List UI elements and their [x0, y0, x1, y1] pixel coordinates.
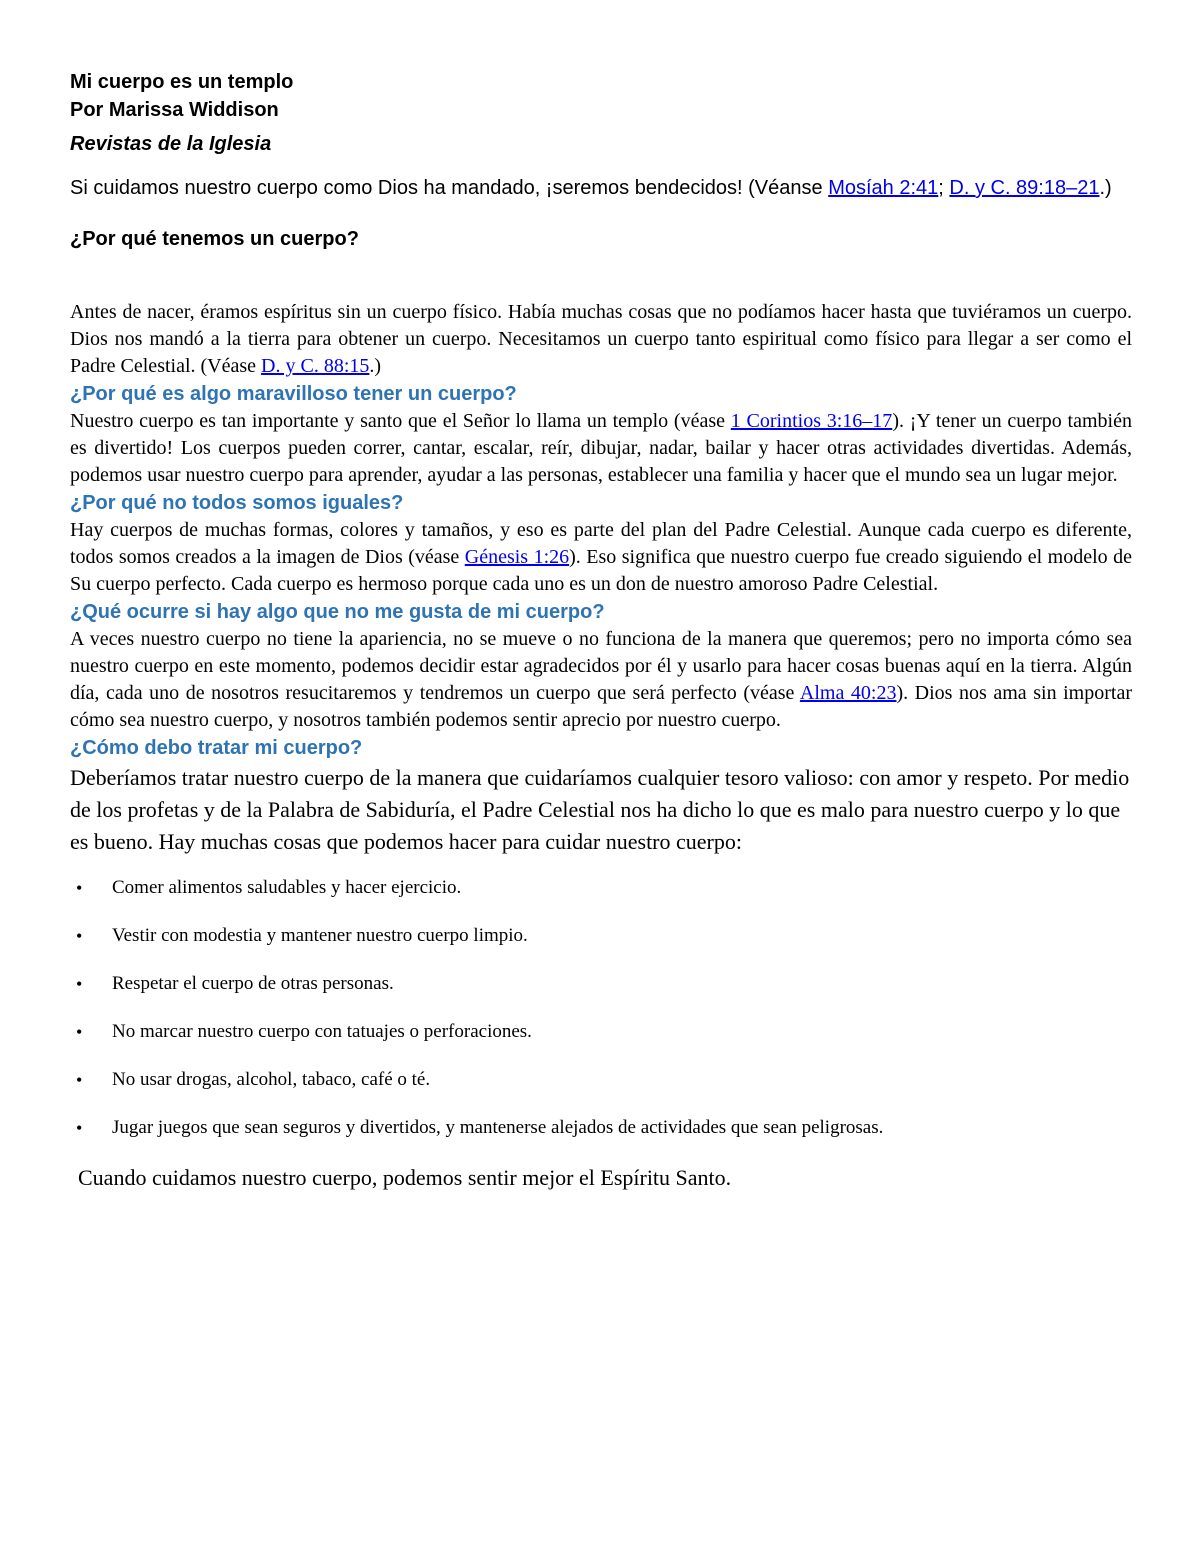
list-item [70, 1066, 1132, 1114]
bullet-icon: • [76, 1118, 83, 1138]
section4-paragraph [70, 626, 1132, 734]
intro-separator: ; [938, 177, 950, 199]
link-dyc-88-15[interactable]: D. y C. 88:15 [261, 355, 370, 377]
section4-text-after: ). Dios nos ama sin importar cómo sea nuestro cuerpo, y nosotros también podemos sentir aprecio por nuestro cuerpo. [70, 682, 1132, 731]
document-page [70, 68, 1132, 1194]
bullet-icon: • [76, 878, 83, 898]
list-item [70, 1114, 1132, 1162]
section1-paragraph [70, 299, 1132, 380]
link-1-corintios-3-16-17[interactable]: 1 Corintios 3:16–17 [730, 410, 893, 432]
link-genesis-1-26[interactable]: Génesis 1:26 [464, 546, 570, 568]
list-item-text: Comer alimentos saludables y hacer ejercicio. [112, 877, 462, 898]
bullet-icon: • [76, 1022, 83, 1042]
list-item-text: No marcar nuestro cuerpo con tatuajes o perforaciones. [112, 1021, 532, 1042]
link-dyc-89-18-21[interactable]: D. y C. 89:18–21 [949, 177, 1100, 199]
document-title: Mi cuerpo es un templo [70, 71, 294, 93]
bullet-icon: • [76, 1070, 83, 1090]
intro-text-before: Si cuidamos nuestro cuerpo como Dios ha mandado, ¡seremos bendecidos! (Véanse [70, 177, 829, 199]
document-author: Por Marissa Widdison [70, 99, 279, 121]
heading-dislike-body: ¿Qué ocurre si hay algo que no me gusta de mi cuerpo? [70, 601, 605, 623]
list-item [70, 970, 1132, 1018]
section1-text-after: .) [369, 355, 382, 377]
heading-wonderful-body: ¿Por qué es algo maravilloso tener un cuerpo? [70, 383, 517, 405]
list-item [70, 1018, 1132, 1066]
section3-text-after: ). Eso significa que nuestro cuerpo fue creado siguiendo el modelo de Su cuerpo perfecto. Cada cuerpo es hermoso porque cada uno es un don de nuestro amoroso Padre Celestial. [70, 546, 1132, 595]
section1-text-before: Antes de nacer, éramos espíritus sin un cuerpo físico. Había muchas cosas que no podíamos hacer hasta que tuviéramos un cuerpo. Dios nos mandó a la tierra para obtener un cuerpo. Necesitamos un cuerpo tanto espiritual como físico para llegar a ser como el Padre Celestial. (Véase [70, 301, 1132, 377]
closing-paragraph: Cuando cuidamos nuestro cuerpo, podemos sentir mejor el Espíritu Santo. [78, 1165, 732, 1190]
intro-paragraph [70, 174, 1132, 203]
document-source: Revistas de la Iglesia [70, 133, 272, 155]
section2-text-after: ). ¡Y tener un cuerpo también es divertido! Los cuerpos pueden correr, cantar, escalar, reír, dibujar, nadar, bailar y hacer otras actividades divertidas. Además, podemos usar nuestro cuerpo para aprender, ayudar a las personas, establecer una familia y hacer que el mundo sea un lugar mejor. [70, 410, 1132, 486]
section4-text-before: A veces nuestro cuerpo no tiene la apariencia, no se mueve o no funciona de la manera que queremos; pero no importa cómo sea nuestro cuerpo en este momento, podemos decidir estar agradecidos por él y usarlo para hacer cosas buenas aquí en la tierra. Algún día, cada uno de nosotros resucitaremos y tendremos un cuerpo que será perfecto (véase [70, 628, 1132, 704]
list-item [70, 874, 1132, 922]
heading-not-equal: ¿Por qué no todos somos iguales? [70, 492, 404, 514]
bullet-icon: • [76, 974, 83, 994]
bullet-icon: • [76, 926, 83, 946]
section2-paragraph [70, 408, 1132, 489]
heading-why-body: ¿Por qué tenemos un cuerpo? [70, 228, 359, 250]
link-alma-40-23[interactable]: Alma 40:23 [799, 682, 897, 704]
list-item-text: Vestir con modestia y mantener nuestro cuerpo limpio. [112, 925, 528, 946]
list-item-text: Jugar juegos que sean seguros y divertidos, y mantenerse alejados de actividades que sean peligrosas. [112, 1117, 884, 1138]
list-item [70, 922, 1132, 970]
section3-text-before: Hay cuerpos de muchas formas, colores y tamaños, y eso es parte del plan del Padre Celestial. Aunque cada cuerpo es diferente, todos somos creados a la imagen de Dios (véase [70, 519, 1132, 568]
intro-text-after: .) [1099, 177, 1112, 199]
list-item-text: No usar drogas, alcohol, tabaco, café o té. [112, 1069, 431, 1090]
list-item-text: Respetar el cuerpo de otras personas. [112, 973, 394, 994]
section5-paragraph: Deberíamos tratar nuestro cuerpo de la manera que cuidaríamos cualquier tesoro valioso: con amor y respeto. Por medio de los profetas y de la Palabra de Sabiduría, el Padre Celestial nos ha dicho lo que es malo para nuestro cuerpo y lo que es bueno. Hay muchas cosas que podemos hacer para cuidar nuestro cuerpo: [70, 765, 1130, 854]
link-mosiah-2-41[interactable]: Mosíah 2:41 [828, 177, 939, 199]
care-list [70, 874, 1132, 1162]
heading-treat-body: ¿Cómo debo tratar mi cuerpo? [70, 737, 363, 759]
section2-text-before: Nuestro cuerpo es tan importante y santo que el Señor lo llama un templo (véase [70, 410, 731, 432]
section3-paragraph [70, 517, 1132, 598]
